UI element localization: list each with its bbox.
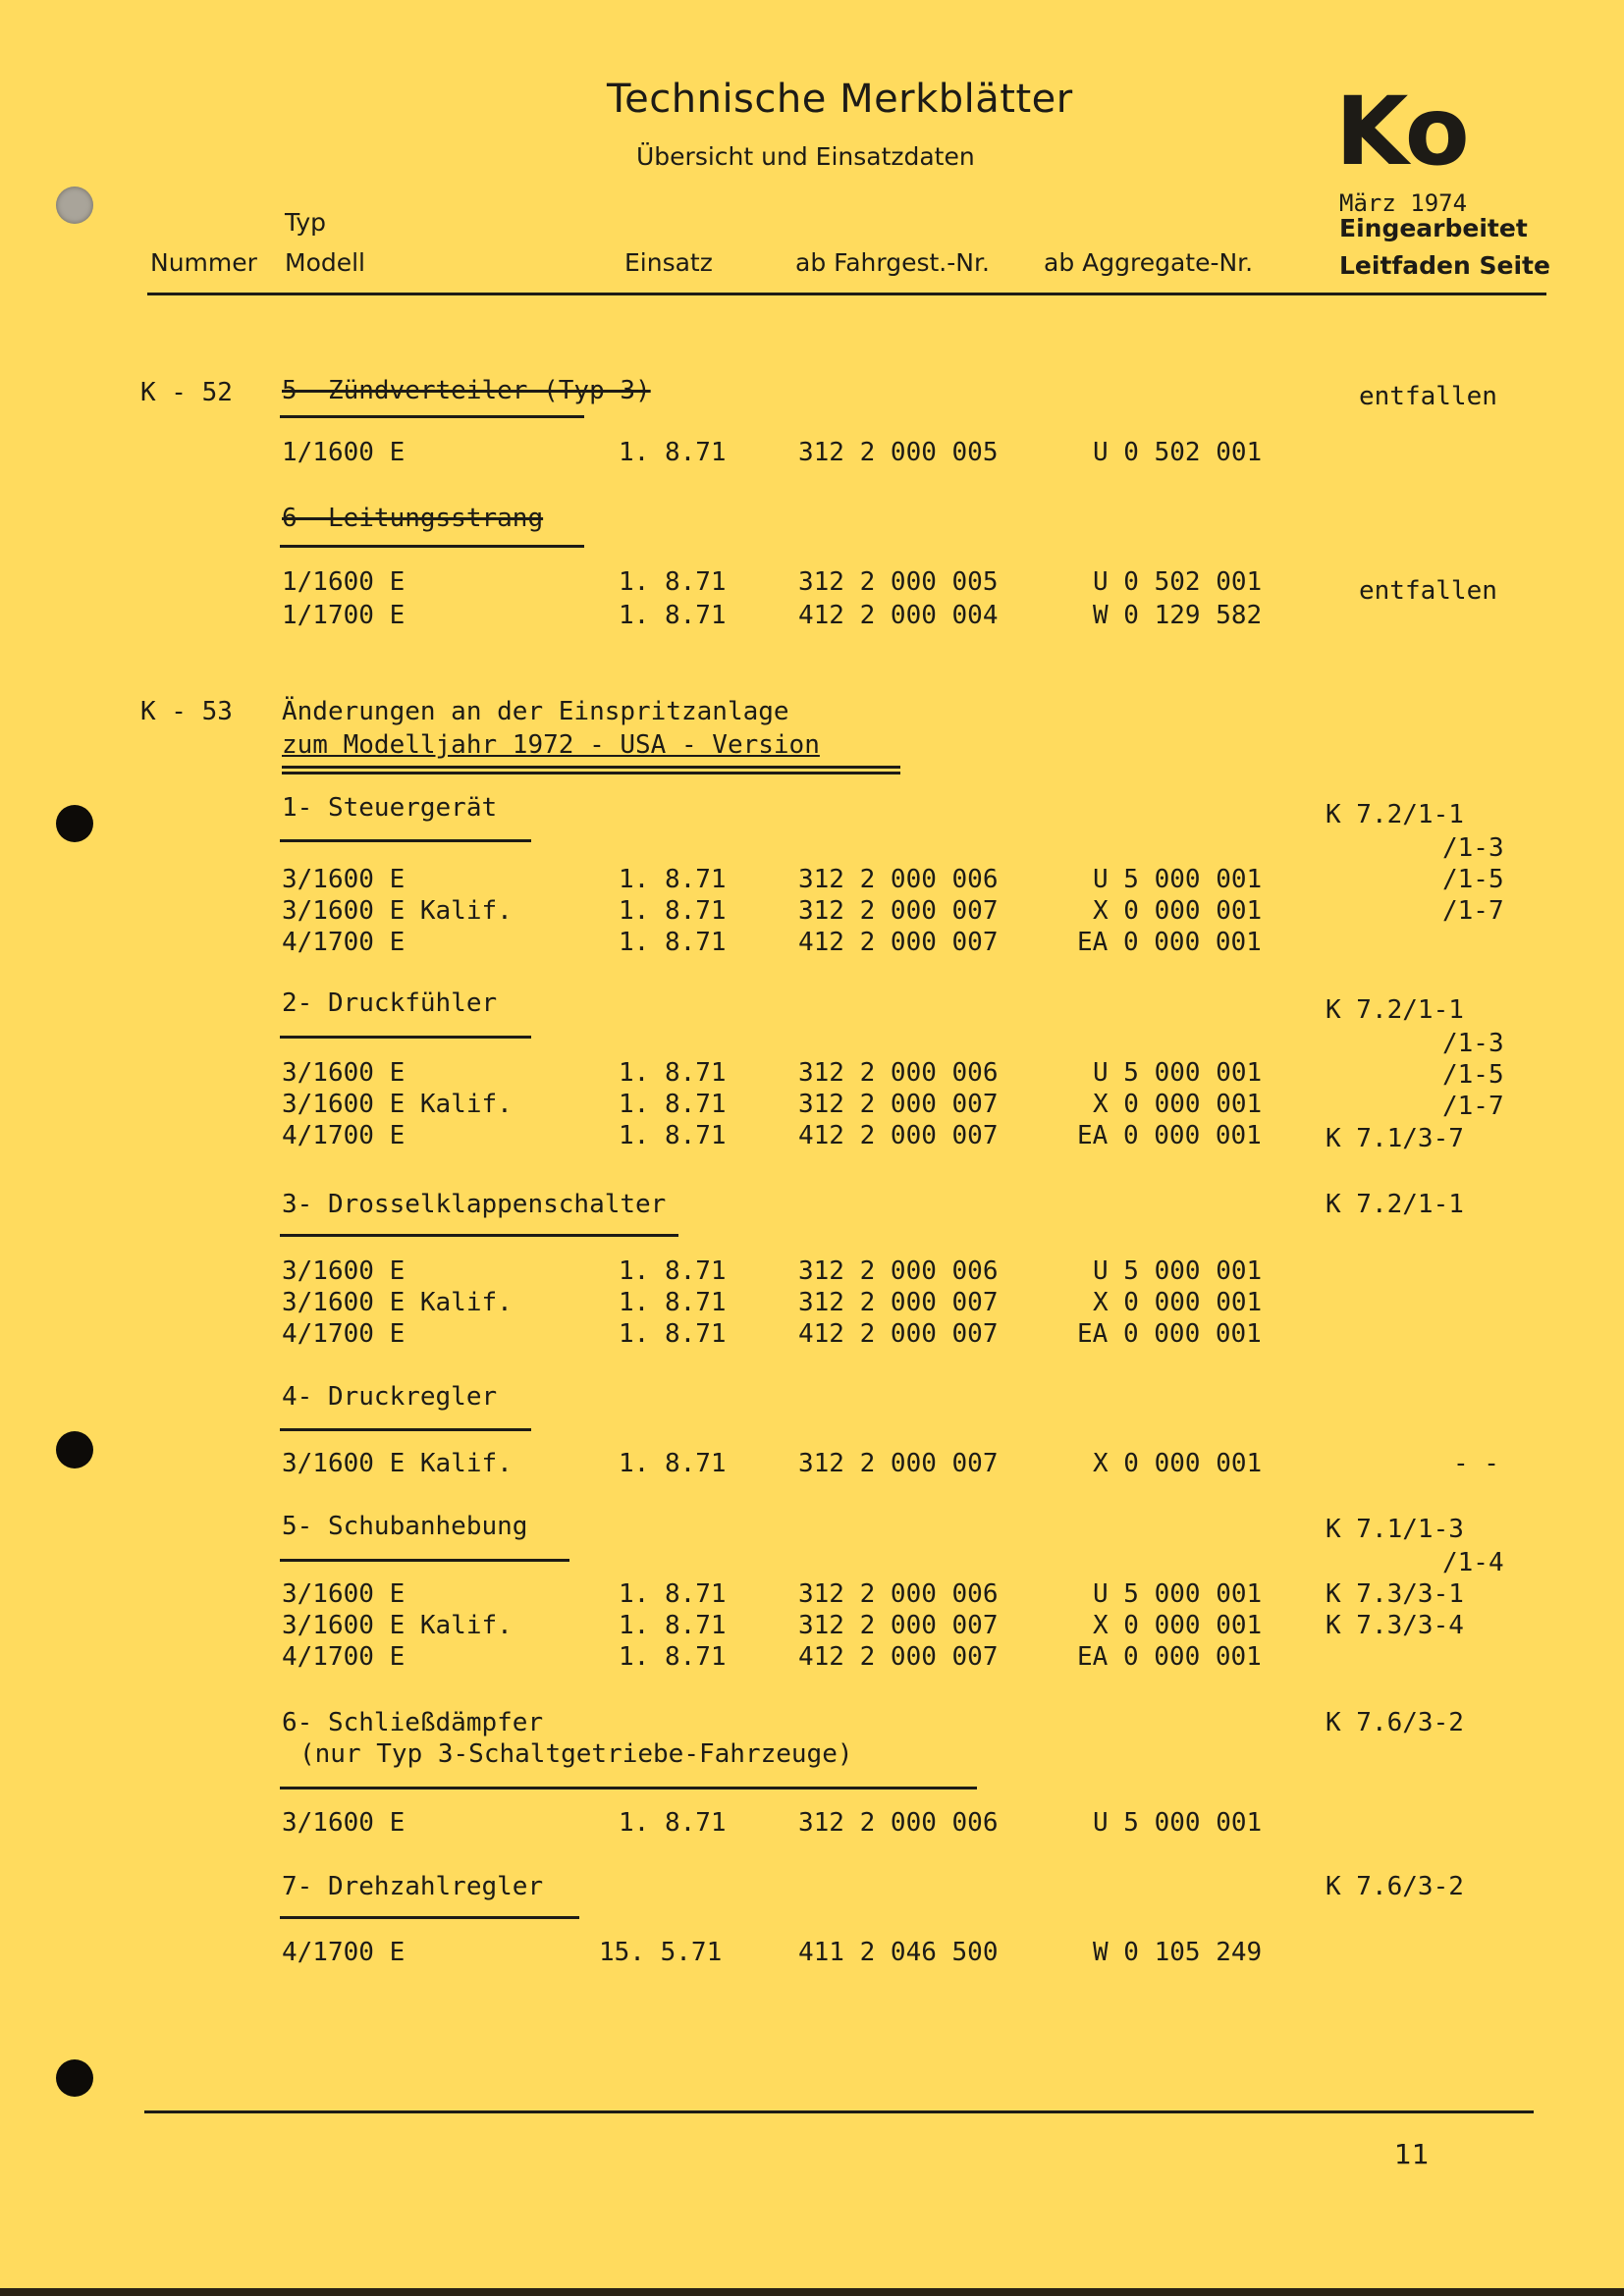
row-fahrgest: 312 2 000 006 <box>798 1579 999 1609</box>
row-aggregate: U 0 502 001 <box>1093 438 1263 467</box>
row-einsatz: 1. 8.71 <box>619 1090 727 1119</box>
k52-item5-status: entfallen <box>1359 382 1497 411</box>
row-fahrgest: 312 2 000 007 <box>798 1090 999 1119</box>
k53-item-title: 1- Steuergerät <box>282 793 498 823</box>
row-fahrgest: 412 2 000 007 <box>798 928 999 957</box>
row-fahrgest: 412 2 000 007 <box>798 1642 999 1672</box>
row-aggregate: EA 0 000 001 <box>1077 928 1262 957</box>
row-aggregate: EA 0 000 001 <box>1077 1121 1262 1150</box>
k53-item-underline <box>280 1036 531 1039</box>
row-aggregate: U 5 000 001 <box>1093 1579 1263 1609</box>
row-aggregate: U 0 502 001 <box>1093 567 1263 597</box>
row-einsatz: 1. 8.71 <box>619 1642 727 1672</box>
punch-hole <box>56 187 93 224</box>
punch-hole <box>56 2059 93 2097</box>
k52-item6-title: 6- Leitungsstrang <box>282 504 544 533</box>
col-leitfaden: Leitfaden Seite <box>1339 251 1550 280</box>
col-nummer: Nummer <box>150 248 257 277</box>
ref: K 7.2/1-1 <box>1326 995 1464 1025</box>
row-modell: 3/1600 E <box>282 865 406 894</box>
page-title: Technische Merkblätter <box>607 77 1073 122</box>
row-modell: 3/1600 E <box>282 1808 406 1838</box>
row-fahrgest: 312 2 000 006 <box>798 865 999 894</box>
k53-heading-line2: zum Modelljahr 1972 - USA - Version <box>282 730 820 760</box>
row-fahrgest: 312 2 000 006 <box>798 1808 999 1838</box>
row-einsatz: 1. 8.71 <box>619 1808 727 1838</box>
row-fahrgest: 412 2 000 007 <box>798 1319 999 1349</box>
col-typ: Typ <box>285 208 327 237</box>
ref: K 7.1/3-7 <box>1326 1124 1464 1153</box>
row-fahrgest: 312 2 000 005 <box>798 438 999 467</box>
k53-item-title-line2: (nur Typ 3-Schaltgetriebe-Fahrzeuge) <box>299 1739 853 1769</box>
row-modell: 4/1700 E <box>282 1319 406 1349</box>
k53-item-underline <box>280 1787 977 1789</box>
col-aggregate: ab Aggregate-Nr. <box>1044 248 1254 277</box>
row-einsatz: 1. 8.71 <box>619 438 727 467</box>
row-einsatz: 1. 8.71 <box>619 601 727 630</box>
k53-heading-line1: Änderungen an der Einspritzanlage <box>282 697 789 726</box>
row-einsatz: 1. 8.71 <box>619 1058 727 1088</box>
row-modell: 1/1600 E <box>282 438 406 467</box>
k53-item-underline <box>280 1428 531 1431</box>
entry-number-k53: K - 53 <box>140 697 233 726</box>
row-aggregate: EA 0 000 001 <box>1077 1642 1262 1672</box>
page-subtitle: Übersicht und Einsatzdaten <box>636 142 975 171</box>
row-einsatz: 1. 8.71 <box>619 1611 727 1640</box>
row-modell: 4/1700 E <box>282 1121 406 1150</box>
row-aggregate: X 0 000 001 <box>1093 1288 1263 1317</box>
brand-mark: Ko <box>1335 77 1468 187</box>
ref: - - <box>1453 1449 1499 1478</box>
row-fahrgest: 312 2 000 006 <box>798 1058 999 1088</box>
k53-item-title: 3- Drosselklappenschalter <box>282 1190 667 1219</box>
k53-item-underline <box>280 1559 569 1562</box>
k53-item-underline <box>280 839 531 842</box>
k53-heading-double-rule <box>282 766 900 774</box>
ref: /1-3 <box>1442 833 1504 863</box>
ref: /1-3 <box>1442 1029 1504 1058</box>
row-aggregate: X 0 000 001 <box>1093 1449 1263 1478</box>
row-modell: 3/1600 E <box>282 1256 406 1286</box>
ref: K 7.2/1-1 <box>1326 800 1464 829</box>
k53-item-title: 2- Druckfühler <box>282 988 498 1018</box>
row-einsatz: 1. 8.71 <box>619 896 727 926</box>
k52-item5-underline <box>280 415 584 418</box>
row-aggregate: EA 0 000 001 <box>1077 1319 1262 1349</box>
row-einsatz: 1. 8.71 <box>619 1319 727 1349</box>
row-fahrgest: 412 2 000 007 <box>798 1121 999 1150</box>
row-modell: 4/1700 E <box>282 1642 406 1672</box>
ref: /1-5 <box>1442 1060 1504 1090</box>
row-aggregate: U 5 000 001 <box>1093 865 1263 894</box>
row-einsatz: 15. 5.71 <box>599 1938 723 1967</box>
k53-item-title: 7- Drehzahlregler <box>282 1872 544 1901</box>
row-einsatz: 1. 8.71 <box>619 1288 727 1317</box>
row-aggregate: U 5 000 001 <box>1093 1808 1263 1838</box>
row-modell: 1/1600 E <box>282 567 406 597</box>
col-modell: Modell <box>285 248 366 277</box>
row-einsatz: 1. 8.71 <box>619 1121 727 1150</box>
punch-hole <box>56 1431 93 1468</box>
row-einsatz: 1. 8.71 <box>619 1579 727 1609</box>
page-number: 11 <box>1394 2138 1430 2170</box>
ref: /1-7 <box>1442 1092 1504 1121</box>
row-modell: 3/1600 E Kalif. <box>282 1090 513 1119</box>
row-einsatz: 1. 8.71 <box>619 1449 727 1478</box>
ref: /1-7 <box>1442 896 1504 926</box>
col-einsatz: Einsatz <box>624 248 713 277</box>
header-rule <box>147 293 1546 295</box>
col-eingearbeitet: Eingearbeitet <box>1339 214 1528 242</box>
row-fahrgest: 411 2 046 500 <box>798 1938 999 1967</box>
ref: /1-5 <box>1442 865 1504 894</box>
row-einsatz: 1. 8.71 <box>619 1256 727 1286</box>
k52-item6-underline <box>280 545 584 548</box>
k53-item-title: 5- Schubanhebung <box>282 1512 528 1541</box>
ref: K 7.3/3-4 <box>1326 1611 1464 1640</box>
k53-item-underline <box>280 1916 579 1919</box>
k52-item6-status: entfallen <box>1359 576 1497 606</box>
row-fahrgest: 312 2 000 006 <box>798 1256 999 1286</box>
row-modell: 4/1700 E <box>282 1938 406 1967</box>
row-modell: 4/1700 E <box>282 928 406 957</box>
row-fahrgest: 412 2 000 004 <box>798 601 999 630</box>
row-modell: 3/1600 E <box>282 1058 406 1088</box>
row-fahrgest: 312 2 000 007 <box>798 1288 999 1317</box>
row-fahrgest: 312 2 000 007 <box>798 1449 999 1478</box>
row-aggregate: X 0 000 001 <box>1093 896 1263 926</box>
ref: K 7.3/3-1 <box>1326 1579 1464 1609</box>
row-fahrgest: 312 2 000 005 <box>798 567 999 597</box>
punch-hole <box>56 805 93 842</box>
row-aggregate: X 0 000 001 <box>1093 1611 1263 1640</box>
row-aggregate: X 0 000 001 <box>1093 1090 1263 1119</box>
row-fahrgest: 312 2 000 007 <box>798 896 999 926</box>
row-aggregate: W 0 105 249 <box>1093 1938 1263 1967</box>
ref: K 7.6/3-2 <box>1326 1708 1464 1737</box>
k53-item-title: 4- Druckregler <box>282 1382 498 1412</box>
row-einsatz: 1. 8.71 <box>619 567 727 597</box>
row-modell: 3/1600 E Kalif. <box>282 1449 513 1478</box>
row-aggregate: U 5 000 001 <box>1093 1058 1263 1088</box>
row-modell: 3/1600 E Kalif. <box>282 896 513 926</box>
row-einsatz: 1. 8.71 <box>619 865 727 894</box>
ref: /1-4 <box>1442 1548 1504 1577</box>
row-aggregate: W 0 129 582 <box>1093 601 1263 630</box>
document-date: März 1974 <box>1339 189 1468 217</box>
ref: K 7.1/1-3 <box>1326 1515 1464 1544</box>
k53-item-title: 6- Schließdämpfer <box>282 1708 544 1737</box>
row-modell: 1/1700 E <box>282 601 406 630</box>
ref: K 7.6/3-2 <box>1326 1872 1464 1901</box>
col-fahrgest: ab Fahrgest.-Nr. <box>795 248 990 277</box>
row-modell: 3/1600 E Kalif. <box>282 1288 513 1317</box>
entry-number-k52: K - 52 <box>140 378 233 407</box>
row-modell: 3/1600 E Kalif. <box>282 1611 513 1640</box>
k53-item-underline <box>280 1234 678 1237</box>
row-aggregate: U 5 000 001 <box>1093 1256 1263 1286</box>
row-fahrgest: 312 2 000 007 <box>798 1611 999 1640</box>
row-modell: 3/1600 E <box>282 1579 406 1609</box>
scan-edge <box>0 2288 1624 2296</box>
ref: K 7.2/1-1 <box>1326 1190 1464 1219</box>
row-einsatz: 1. 8.71 <box>619 928 727 957</box>
footer-rule <box>144 2110 1534 2113</box>
k52-item5-title: 5- Zündverteiler (Typ 3) <box>282 376 651 405</box>
